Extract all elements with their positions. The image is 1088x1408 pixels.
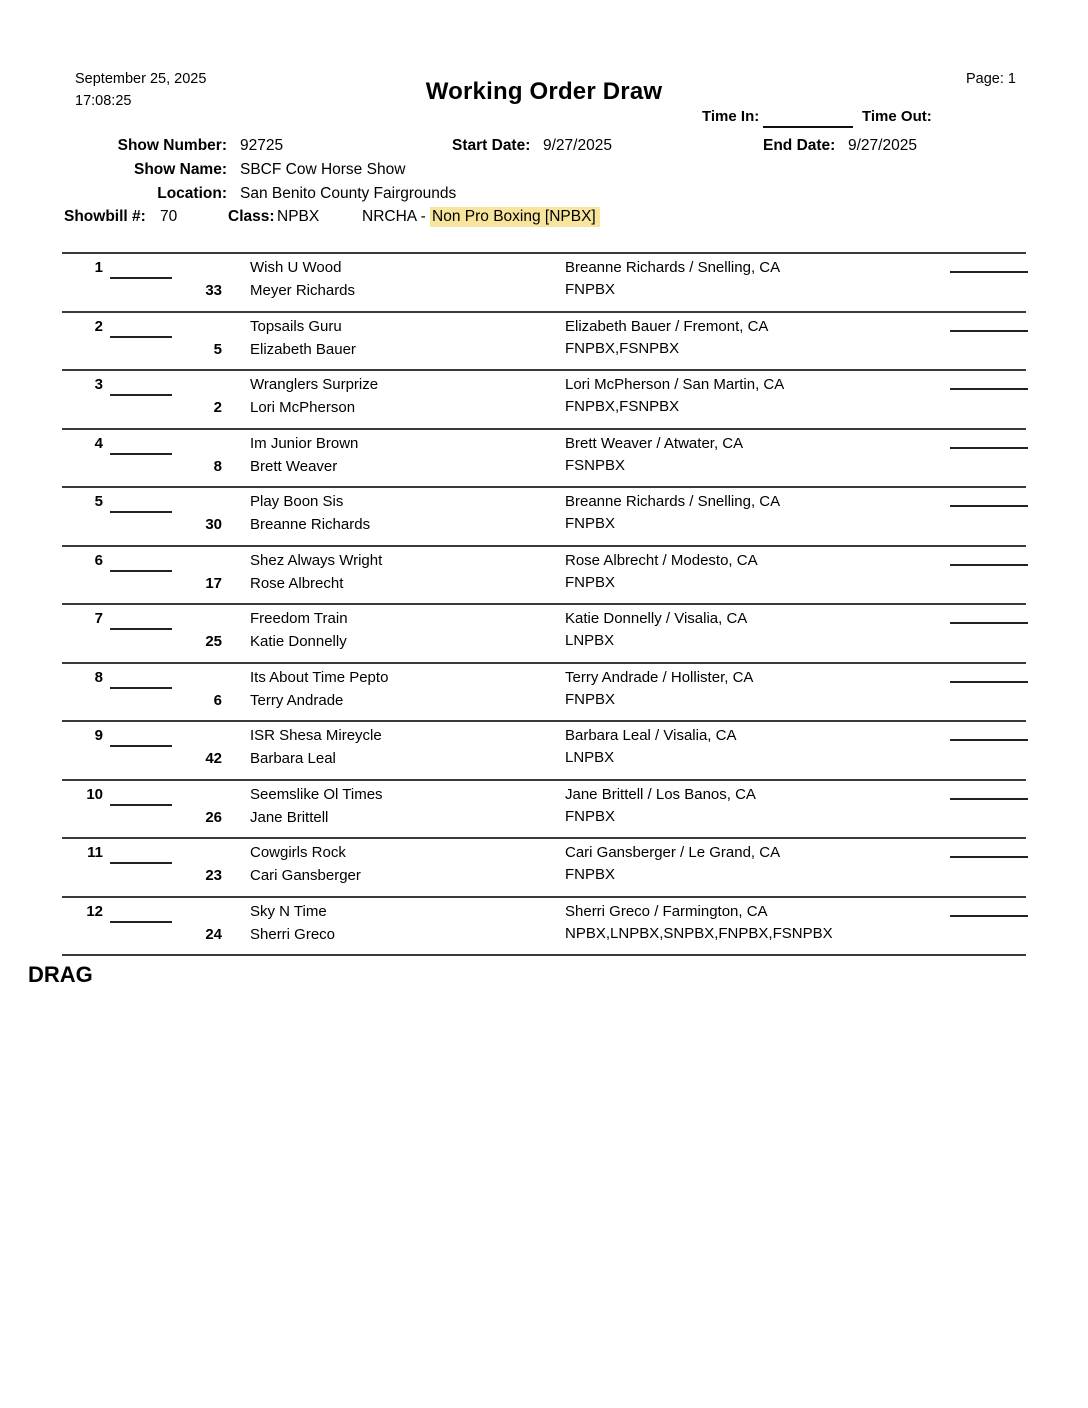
score-blank-line: [950, 681, 1028, 683]
entered-classes: LNPBX: [565, 749, 615, 766]
entry-row: [62, 720, 1026, 779]
print-time: 17:08:25: [75, 93, 132, 109]
time-in-blank-line: [763, 126, 853, 128]
draw-number: 12: [86, 902, 103, 920]
horse-name: Its About Time Pepto: [250, 668, 389, 686]
score-blank-line: [950, 505, 1028, 507]
entered-classes: NPBX,LNPBX,SNPBX,FNPBX,FSNPBX: [565, 924, 833, 942]
entry-row: [62, 603, 1026, 662]
showbill-number-value: 70: [160, 208, 178, 225]
entry-number: 26: [205, 808, 222, 826]
score-blank-line: [950, 739, 1028, 741]
draw-blank-line: [110, 921, 172, 923]
draw-blank-line: [110, 628, 172, 630]
draw-number: 8: [94, 668, 103, 686]
draw-number: 10: [86, 785, 103, 803]
horse-name: Seemslike Ol Times: [250, 785, 383, 803]
show-name-label: Show Name:: [133, 161, 227, 178]
entry-number: 23: [205, 867, 222, 884]
score-blank-line: [950, 447, 1028, 449]
score-blank-line: [950, 564, 1028, 566]
start-date-value: 9/27/2025: [543, 137, 612, 154]
entry-number: 8: [213, 457, 222, 475]
page-number: Page: 1: [966, 71, 1016, 87]
horse-name: Wish U Wood: [250, 259, 342, 276]
draw-blank-line: [110, 453, 172, 455]
entry-row: [62, 545, 1026, 604]
entered-classes: FSNPBX: [565, 456, 626, 474]
entry-row: [62, 369, 1026, 428]
class-code-value: NPBX: [277, 208, 320, 225]
draw-blank-line: [110, 394, 172, 396]
score-blank-line: [950, 622, 1028, 624]
draw-number: 5: [94, 493, 103, 510]
entered-classes: FNPBX: [565, 866, 616, 883]
drag-section-label: DRAG: [28, 962, 93, 987]
rider-name: Jane Brittell: [250, 808, 329, 826]
draw-number: 7: [94, 610, 103, 627]
class-label: Class:: [228, 208, 275, 225]
draw-number: 4: [94, 434, 103, 452]
owner-location: Jane Brittell / Los Banos, CA: [565, 785, 756, 803]
horse-name: Sky N Time: [250, 902, 327, 920]
draw-number: 9: [94, 727, 103, 744]
draw-blank-line: [110, 511, 172, 513]
score-blank-line: [950, 798, 1028, 800]
rider-name: Lori McPherson: [250, 399, 356, 416]
owner-location: Breanne Richards / Snelling, CA: [565, 493, 781, 510]
rider-name: Brett Weaver: [250, 457, 338, 475]
entry-number: 5: [213, 340, 222, 358]
rider-name: Terry Andrade: [250, 691, 344, 709]
entry-number: 25: [205, 633, 222, 650]
draw-blank-line: [110, 687, 172, 689]
entries-table: [62, 252, 1026, 956]
entered-classes: FNPBX: [565, 807, 616, 825]
entered-classes: FNPBX: [565, 515, 616, 532]
location-value: San Benito County Fairgrounds: [240, 185, 457, 202]
entry-number: 6: [213, 691, 222, 709]
draw-number: 2: [94, 317, 103, 335]
draw-blank-line: [110, 336, 172, 338]
rider-name: Katie Donnelly: [250, 633, 347, 650]
horse-name: Play Boon Sis: [250, 493, 344, 510]
draw-number: 1: [94, 259, 103, 276]
score-blank-line: [950, 330, 1028, 332]
class-name-highlight: Non Pro Boxing [NPBX]: [430, 207, 600, 227]
entry-number: 24: [205, 925, 222, 943]
horse-name: ISR Shesa Mireycle: [250, 727, 382, 744]
score-blank-line: [950, 271, 1028, 273]
entry-number: 17: [205, 574, 222, 592]
entry-number: 2: [213, 399, 222, 416]
page-title: Working Order Draw: [425, 78, 663, 105]
entry-number: 42: [205, 750, 222, 767]
time-in-label: Time In:: [702, 108, 760, 125]
score-blank-line: [950, 915, 1028, 917]
showbill-number-label: Showbill #:: [64, 208, 146, 225]
print-date: September 25, 2025: [75, 71, 207, 87]
location-label: Location:: [157, 185, 227, 202]
entry-number: 33: [205, 282, 222, 299]
owner-location: Barbara Leal / Visalia, CA: [565, 727, 737, 744]
horse-name: Topsails Guru: [250, 317, 342, 335]
rider-name: Barbara Leal: [250, 750, 336, 767]
entered-classes: FNPBX,FSNPBX: [565, 398, 680, 415]
draw-blank-line: [110, 862, 172, 864]
rider-name: Elizabeth Bauer: [250, 340, 356, 358]
draw-blank-line: [110, 570, 172, 572]
draw-number: 3: [94, 376, 103, 393]
entry-row: [62, 662, 1026, 721]
entry-row: [62, 486, 1026, 545]
draw-number: 6: [94, 551, 103, 569]
entry-row: [62, 311, 1026, 370]
show-number-value: 92725: [240, 137, 284, 154]
horse-name: Im Junior Brown: [250, 434, 359, 452]
score-blank-line: [950, 388, 1028, 390]
entry-row: [62, 252, 1026, 311]
entry-number: 30: [205, 516, 222, 533]
horse-name: Cowgirls Rock: [250, 844, 346, 861]
rider-name: Sherri Greco: [250, 925, 336, 943]
start-date-label: Start Date:: [452, 137, 531, 154]
owner-location: Katie Donnelly / Visalia, CA: [565, 610, 748, 627]
entered-classes: FNPBX: [565, 690, 616, 708]
owner-location: Sherri Greco / Farmington, CA: [565, 902, 768, 920]
entry-row: [62, 837, 1026, 896]
owner-location: Breanne Richards / Snelling, CA: [565, 259, 781, 276]
entered-classes: LNPBX: [565, 632, 615, 649]
entry-row: [62, 896, 1026, 955]
draw-number: 11: [87, 844, 103, 861]
entered-classes: FNPBX,FSNPBX: [565, 339, 680, 357]
rider-name: Meyer Richards: [250, 282, 356, 299]
score-blank-line: [950, 856, 1028, 858]
time-out-label: Time Out:: [862, 108, 932, 125]
end-date-label: End Date:: [763, 137, 836, 154]
rider-name: Breanne Richards: [250, 516, 371, 533]
show-number-label: Show Number:: [117, 137, 227, 154]
entry-row: [62, 428, 1026, 487]
end-date-value: 9/27/2025: [848, 137, 917, 154]
owner-location: Elizabeth Bauer / Fremont, CA: [565, 317, 769, 335]
show-name-value: SBCF Cow Horse Show: [240, 161, 406, 178]
entered-classes: FNPBX: [565, 573, 616, 591]
owner-location: Rose Albrecht / Modesto, CA: [565, 551, 758, 569]
draw-blank-line: [110, 804, 172, 806]
horse-name: Wranglers Surprize: [250, 376, 379, 393]
rider-name: Cari Gansberger: [250, 867, 361, 884]
entry-row: [62, 779, 1026, 838]
owner-location: Cari Gansberger / Le Grand, CA: [565, 844, 781, 861]
rider-name: Rose Albrecht: [250, 574, 344, 592]
entered-classes: FNPBX: [565, 281, 616, 298]
class-association-prefix: NRCHA -: [362, 208, 431, 225]
horse-name: Shez Always Wright: [250, 551, 383, 569]
owner-location: Lori McPherson / San Martin, CA: [565, 376, 785, 393]
class-full-name: [362, 208, 600, 225]
draw-blank-line: [110, 745, 172, 747]
draw-blank-line: [110, 277, 172, 279]
owner-location: Terry Andrade / Hollister, CA: [565, 668, 754, 686]
horse-name: Freedom Train: [250, 610, 348, 627]
owner-location: Brett Weaver / Atwater, CA: [565, 434, 744, 452]
